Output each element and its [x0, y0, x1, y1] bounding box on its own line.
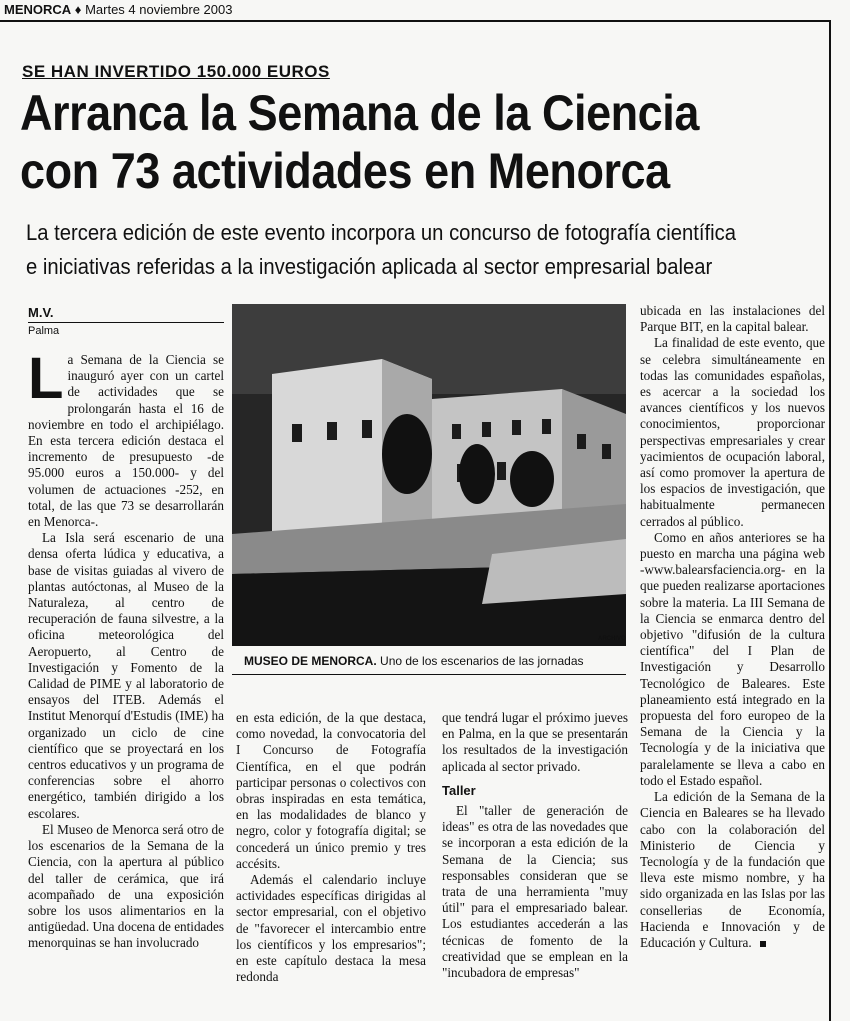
issue-date: Martes 4 noviembre 2003: [85, 2, 233, 17]
column-rule: [829, 20, 831, 1021]
paragraph: Además el calendario incluye actividades específicas dirigidas al sector empresarial, con el objetivo de "favorecer el intercambio entre los científicos y los empresarios"; en este capítulo destaca la mesa redonda: [236, 872, 426, 985]
paragraph: El Museo de Menorca será otro de los escenarios de la Semana de la Ciencia, con la apertura al público del taller de cerámica, que irá acompañado de una exposición sobre los usos alimentarios en la antigüedad. Una docena de entidades menorquinas se han involucrado: [28, 821, 224, 951]
paragraph: ubicada en las instalaciones del Parque BIT, en la capital balear.: [640, 303, 825, 335]
paragraph: El "taller de generación de ideas" es otra de las novedades que se incorporan a esta edición de la Semana de la Ciencia; sus responsables consideran que se trata de una herramienta "muy útil" para el empresariado balear. Los estudiantes accederán a las técnicas de fomento de la creatividad que se emplean en la "incubadora de empresas": [442, 803, 628, 981]
subtitle-line-2: e iniciativas referidas a la investigación aplicada al sector empresarial balear: [26, 254, 713, 279]
subtitle-line-1: La tercera edición de este evento incorpora un concurso de fotografía científica: [26, 220, 736, 245]
paragraph: en esta edición, de la que destaca, como novedad, la convocatoria del I Concurso de Fotografía Científica, en el que podrán participar personas o colectivos con obras inspiradas en esta temática, en las modalidades de blanco y negro, color y fotografía digital; se concederá un único premio y tres accésits.: [236, 710, 426, 871]
paragraph: [640, 789, 825, 951]
paragraph: Como en años anteriores se ha puesto en marcha una página web -www.balearsfaciencia.org- en la que pueden realizarse aportaciones sobre la materia. La III Semana de la Ciencia se enmarca dentro del objetivo "difusión de la cultura científica" del I Plan de Investigación y Desarrollo Tecnológico de Baleares. Este planeamiento está integrado en la propuesta del foro europeo de la Semana de la Ciencia y la Tecnología y de la iniciativa que paralelamente se lleva a cabo en todo el Estado español.: [640, 529, 825, 788]
column-4: [640, 303, 825, 951]
kicker: SE HAN INVERTIDO 150.000 EUROS: [22, 62, 330, 81]
section-name: MENORCA: [4, 2, 72, 17]
caption-text: Uno de los escenarios de las jornadas: [380, 654, 584, 668]
drop-cap: L: [28, 346, 64, 411]
column-1: [28, 346, 224, 952]
subtitle: [26, 216, 762, 284]
column-2: [236, 710, 426, 985]
paragraph: La Isla será escenario de una densa oferta lúdica y educativa, a base de visitas guiadas al vivero de plantas autóctonas, al Museo de la Naturaleza, al centro de recuperación de fauna silvestre, a la oficina meteorológica del Aeropuerto, al Centro de Investigación y Fomento de la Calidad de PIME y al laboratorio de ensayos del ITEB. Además el Institut Menorquí d'Estudis (IME) ha organizado un ciclo de cine científico que se proyectará en los centros educativos y un programa de conferencias sobre el ahorro energético, también dirigido a los escolares.: [28, 530, 224, 821]
subheading: Taller: [442, 782, 476, 798]
paragraph-text: La edición de la Semana de la Ciencia en Baleares se ha llevado cabo con la colaboración del Ministerio de Ciencia y Tecnología y de la fundación que lleva este mismo nombre, y ha sido organizada en las Islas por las consellerias de Economía, Hacienda e Innovación y de Educación y Cultura.: [640, 789, 825, 950]
headline-line-1: Arranca la Semana de la Ciencia: [20, 85, 699, 141]
dateline-location: Palma: [28, 325, 60, 337]
paragraph: [28, 346, 224, 530]
headline-line-2: con 73 actividades en Menorca: [20, 143, 670, 199]
headline: [20, 84, 740, 200]
separator: ♦: [74, 2, 82, 17]
column-3: [442, 710, 628, 981]
paragraph: que tendrá lugar el próximo jueves en Palma, en la que se presentarán los resultados de la investigación aplicada al sector privado.: [442, 710, 628, 774]
byline-rule: [28, 322, 224, 323]
caption-label: MUSEO DE MENORCA.: [244, 654, 377, 668]
page-header: [0, 0, 830, 22]
photo-credit: ARCHIVO: [598, 636, 626, 642]
museum-photo: [232, 304, 626, 646]
paragraph-text: a Semana de la Ciencia se inauguró ayer con un cartel de actividades que se prolongarán hasta el 16 de noviembre en todo el archipiélago. En esta tercera edición destaca el incremento de presupuesto -de 95.000 euros a 150.000- y del volumen de actuaciones -252, en total, de las que 73 se desarrollarán en Menorca-.: [28, 352, 224, 530]
end-mark-icon: [760, 941, 766, 947]
paragraph: La finalidad de este evento, que se celebra simultáneamente en todas las comunidades españolas, es acercar a la sociedad los avances científicos y los nuevos conocimientos, proporcionar perspectivas empresariales y crear yacimientos de ocupación laboral, así como promover la apertura de los espacios de investigación, que habitualmente permanecen cerrados al público.: [640, 335, 825, 529]
byline: M.V.: [28, 305, 54, 320]
photo-caption: [232, 648, 626, 675]
